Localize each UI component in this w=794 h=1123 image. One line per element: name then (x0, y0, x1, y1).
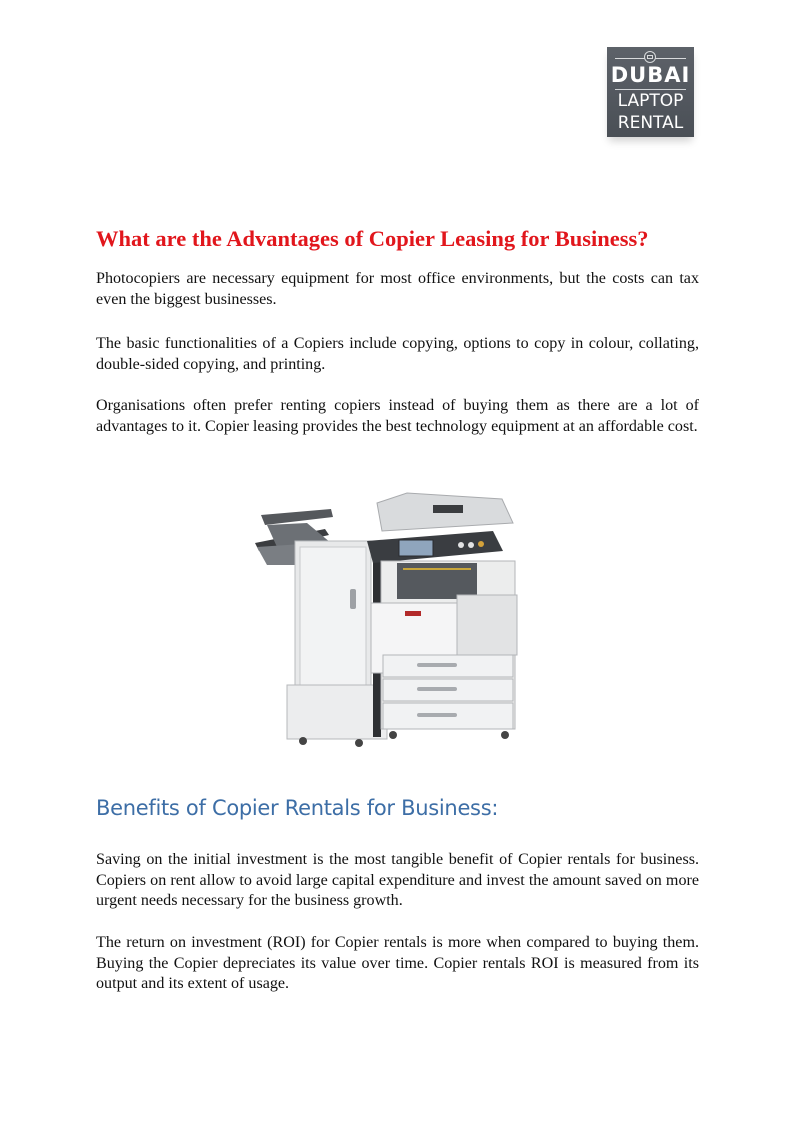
logo-divider (615, 89, 686, 90)
logo-line-laptop: LAPTOP (617, 91, 684, 111)
page-title: What are the Advantages of Copier Leasing for Business? (96, 226, 649, 251)
intro-paragraph-3: Organisations often prefer renting copiers instead of buying them as there are a lot of advantages to it. Copier leasing provides the best technology equipment at an affordable cost. (96, 397, 699, 435)
benefits-paragraph-1: Saving on the initial investment is the most tangible benefit of Copier rentals for business. Copiers on rent allow to avoid large capital expenditure and invest the amount saved on more urgent needs necessary for the business growth. (96, 851, 699, 909)
dubai-laptop-rental-logo (607, 47, 694, 137)
section-heading: Benefits of Copier Rentals for Business: (96, 796, 499, 820)
intro-paragraph-2: The basic functionalities of a Copiers include copying, options to copy in colour, collating, double-sided copying, and printing. (96, 335, 699, 373)
intro-paragraph-1: Photocopiers are necessary equipment for most office environments, but the costs can tax even the biggest businesses. (96, 270, 699, 308)
laptop-icon (644, 51, 656, 63)
copier-machine-image (247, 485, 547, 767)
logo-line-dubai: DUBAI (610, 63, 691, 87)
logo-line-rental: RENTAL (617, 113, 684, 133)
benefits-paragraph-2: The return on investment (ROI) for Copier rentals is more when compared to buying them. Buying the Copier depreciates its value over time. Copier rentals ROI is measured from its output and its extent of usage. (96, 934, 699, 992)
